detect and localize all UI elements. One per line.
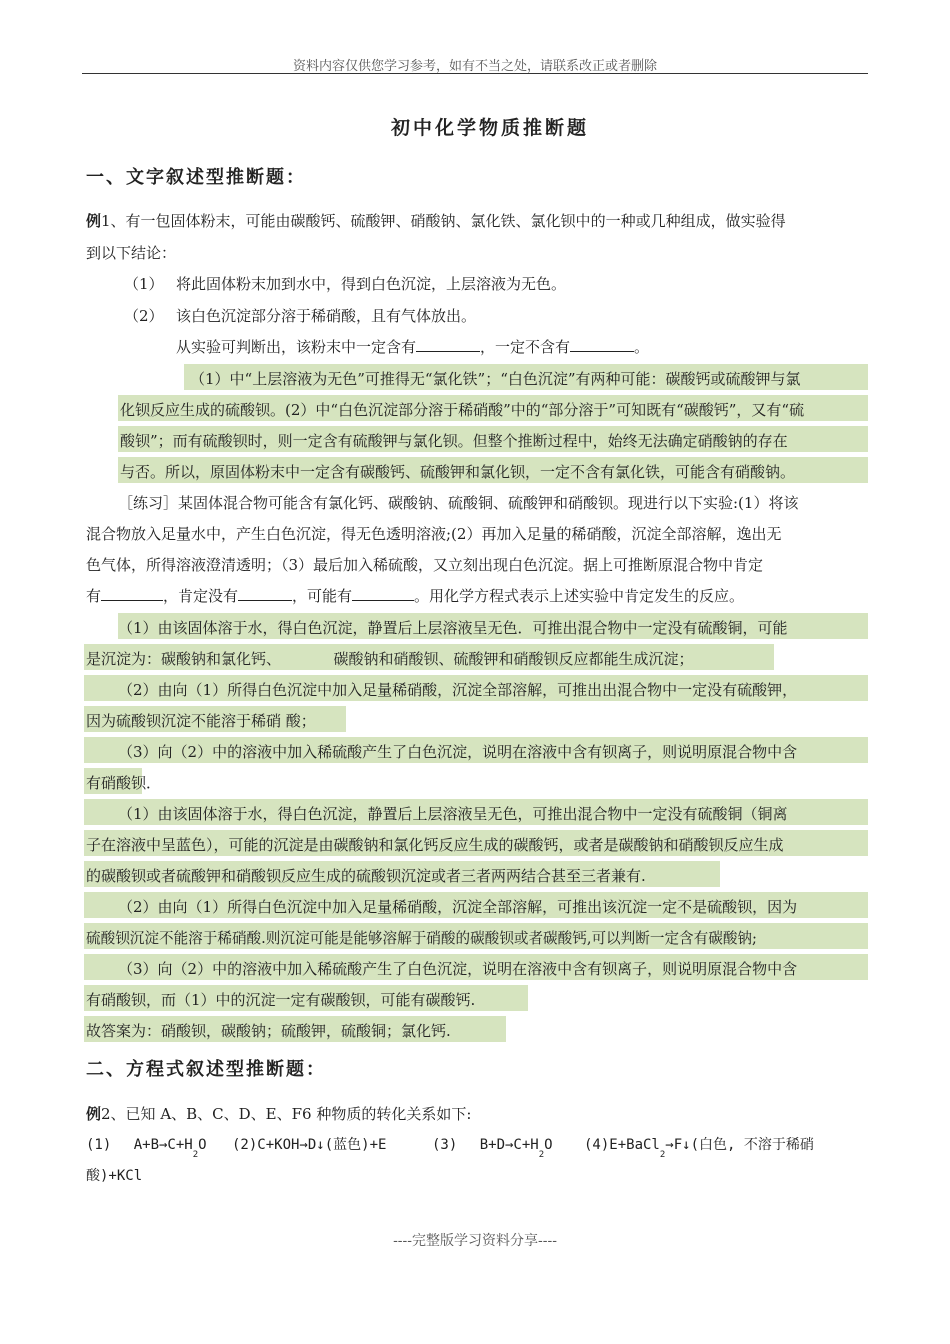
example1-step2-num: （2） <box>124 307 164 325</box>
section-heading-2: 二、方程式叙述型推断题： <box>86 1059 326 1080</box>
analysis2-line: （3）向（2）中的溶液中加入稀硫酸产生了白色沉淀，说明在溶液中含有钡离子，则说明原混合物中含 <box>118 743 798 761</box>
equation-1: (1) $A+B\to C+H_2O$ <box>86 1137 207 1160</box>
example-label: 例 <box>86 212 102 230</box>
practice-line3: 色气体，所得溶液澄清透明；（3）最后加入稀硫酸，又立刻出现白色沉淀。据上可推断原混合物中肯定 <box>86 556 764 574</box>
equation-4: (4)E+BaCl$_2$→F↓(白色, 不溶于稀硝 <box>584 1137 814 1160</box>
section-heading-1: 一、文字叙述型推断题： <box>86 167 306 188</box>
answer-blank[interactable] <box>570 337 634 352</box>
answer-blank[interactable] <box>416 337 480 352</box>
example1-line2: 到以下结论： <box>86 244 177 262</box>
equation-3: (3) $B+D\to C+H_2O$ <box>432 1137 553 1160</box>
answer-summary: 故答案为：硝酸钡，碳酸钠；硫酸钾，硫酸铜；氯化钙. <box>86 1022 451 1040</box>
example2-line1: 例2、已知 A、B、C、D、E、F6 种物质的转化关系如下: <box>86 1105 472 1123</box>
practice-line2: 混合物放入足量水中，产生白色沉淀，得无色透明溶液;(2）再加入足量的稀硝酸，沉淀全部溶解，逸出无 <box>86 525 782 543</box>
example1-step1-num: （1） <box>124 275 164 293</box>
answer-blank[interactable] <box>101 586 163 601</box>
analysis2-line: （1）由该固体溶于水，得白色沉淀，静置后上层溶液呈无色，可推出混合物中一定没有硫酸铜（铜离 <box>118 805 788 823</box>
example1-line1: 例1、有一包固体粉末，可能由碳酸钙、硫酸钾、硝酸钠、氯化铁、氯化钡中的一种或几种组成，做实验得 <box>86 212 786 230</box>
equation-4-continued: 酸)+KCl <box>86 1168 143 1184</box>
practice-line4: 有 ，肯定没有 ，可能有 。用化学方程式表示上述实验中肯定发生的反应。 <box>86 587 745 605</box>
page-footer: ----完整版学习资料分享---- <box>393 1233 557 1249</box>
analysis2-line: （2）由向（1）所得白色沉淀中加入足量稀硝酸，沉淀全部溶解，可推出出混合物中一定没有硫酸钾， <box>118 681 798 699</box>
header-divider <box>82 73 868 74</box>
example-label: 例 <box>86 1105 102 1123</box>
practice-line1: ［练习］某固体混合物可能含有氯化钙、碳酸钠、硫酸铜、硫酸钾和硝酸钡。现进行以下实验:(1）将该 <box>118 494 799 512</box>
analysis1-line: 与否。所以，原固体粉末中一定含有碳酸钙、硫酸钾和氯化钡，一定不含有氯化铁，可能含有硝酸钠。 <box>120 463 796 481</box>
analysis2-line: 因为硫酸钡沉淀不能溶于稀硝 酸； <box>86 712 316 730</box>
example1-step1-text: 将此固体粉末加到水中，得到白色沉淀，上层溶液为无色。 <box>176 275 567 293</box>
analysis2-line: 有硝酸钡． <box>86 774 162 792</box>
answer-blank[interactable] <box>352 586 414 601</box>
analysis2-line: 子在溶液中呈蓝色），可能的沉淀是由碳酸钠和氯化钙反应生成的碳酸钙，或者是碳酸钠和硝酸钡反应生成 <box>86 836 784 854</box>
example1-step2-text: 该白色沉淀部分溶于稀硝酸，且有气体放出。 <box>176 307 477 325</box>
analysis2-line: （1）由该固体溶于水，得白色沉淀，静置后上层溶液呈无色．可推出混合物中一定没有硫酸铜，可能 <box>118 619 788 637</box>
analysis2-line: 是沉淀为：碳酸钠和氯化钙、 碳酸钠和硝酸钡、硫酸钾和硝酸钡反应都能生成沉淀； <box>86 650 694 668</box>
analysis2-line: 的碳酸钡或者硫酸钾和硝酸钡反应生成的硫酸钡沉淀或者三者两两结合甚至三者兼有. <box>86 867 646 885</box>
analysis1-line: （1）中“上层溶液为无色”可推得无“氯化铁”；“白色沉淀”有两种可能：碳酸钙或硫酸钾与氯 <box>190 370 801 388</box>
equation-2: (2)C+KOH→D↓(蓝色)+E <box>232 1137 387 1153</box>
analysis1-line: 化钡反应生成的硫酸钡。(2）中“白色沉淀部分溶于稀硝酸”中的“部分溶于”可知既有“碳酸钙”，又有“硫 <box>120 401 805 419</box>
page-header: 资料内容仅供您学习参考，如有不当之处，请联系改正或者删除 <box>292 59 657 74</box>
example1-question: 从实验可判断出，该粉末中一定含有 ，一定不含有 。 <box>176 338 650 356</box>
answer-blank[interactable] <box>238 586 292 601</box>
analysis2-line: 硫酸钡沉淀不能溶于稀硝酸.则沉淀可能是能够溶解于硝酸的碳酸钡或者碳酸钙,可以判断一定含有碳酸钠; <box>86 930 757 947</box>
analysis2-line: （3）向（2）中的溶液中加入稀硫酸产生了白色沉淀，说明在溶液中含有钡离子，则说明原混合物中含 <box>118 960 798 978</box>
analysis2-line: 有硝酸钡，而（1）中的沉淀一定有碳酸钡，可能有碳酸钙. <box>86 991 476 1009</box>
analysis2-line: （2）由向（1）所得白色沉淀中加入足量稀硝酸，沉淀全部溶解，可推出该沉淀一定不是硫酸钡，因为 <box>118 898 798 916</box>
document-title: 初中化学物质推断题 <box>390 117 589 139</box>
analysis1-line: 酸钡”；而有硫酸钡时，则一定含有硫酸钾与氯化钡。但整个推断过程中，始终无法确定硝酸钠的存在 <box>120 432 788 450</box>
